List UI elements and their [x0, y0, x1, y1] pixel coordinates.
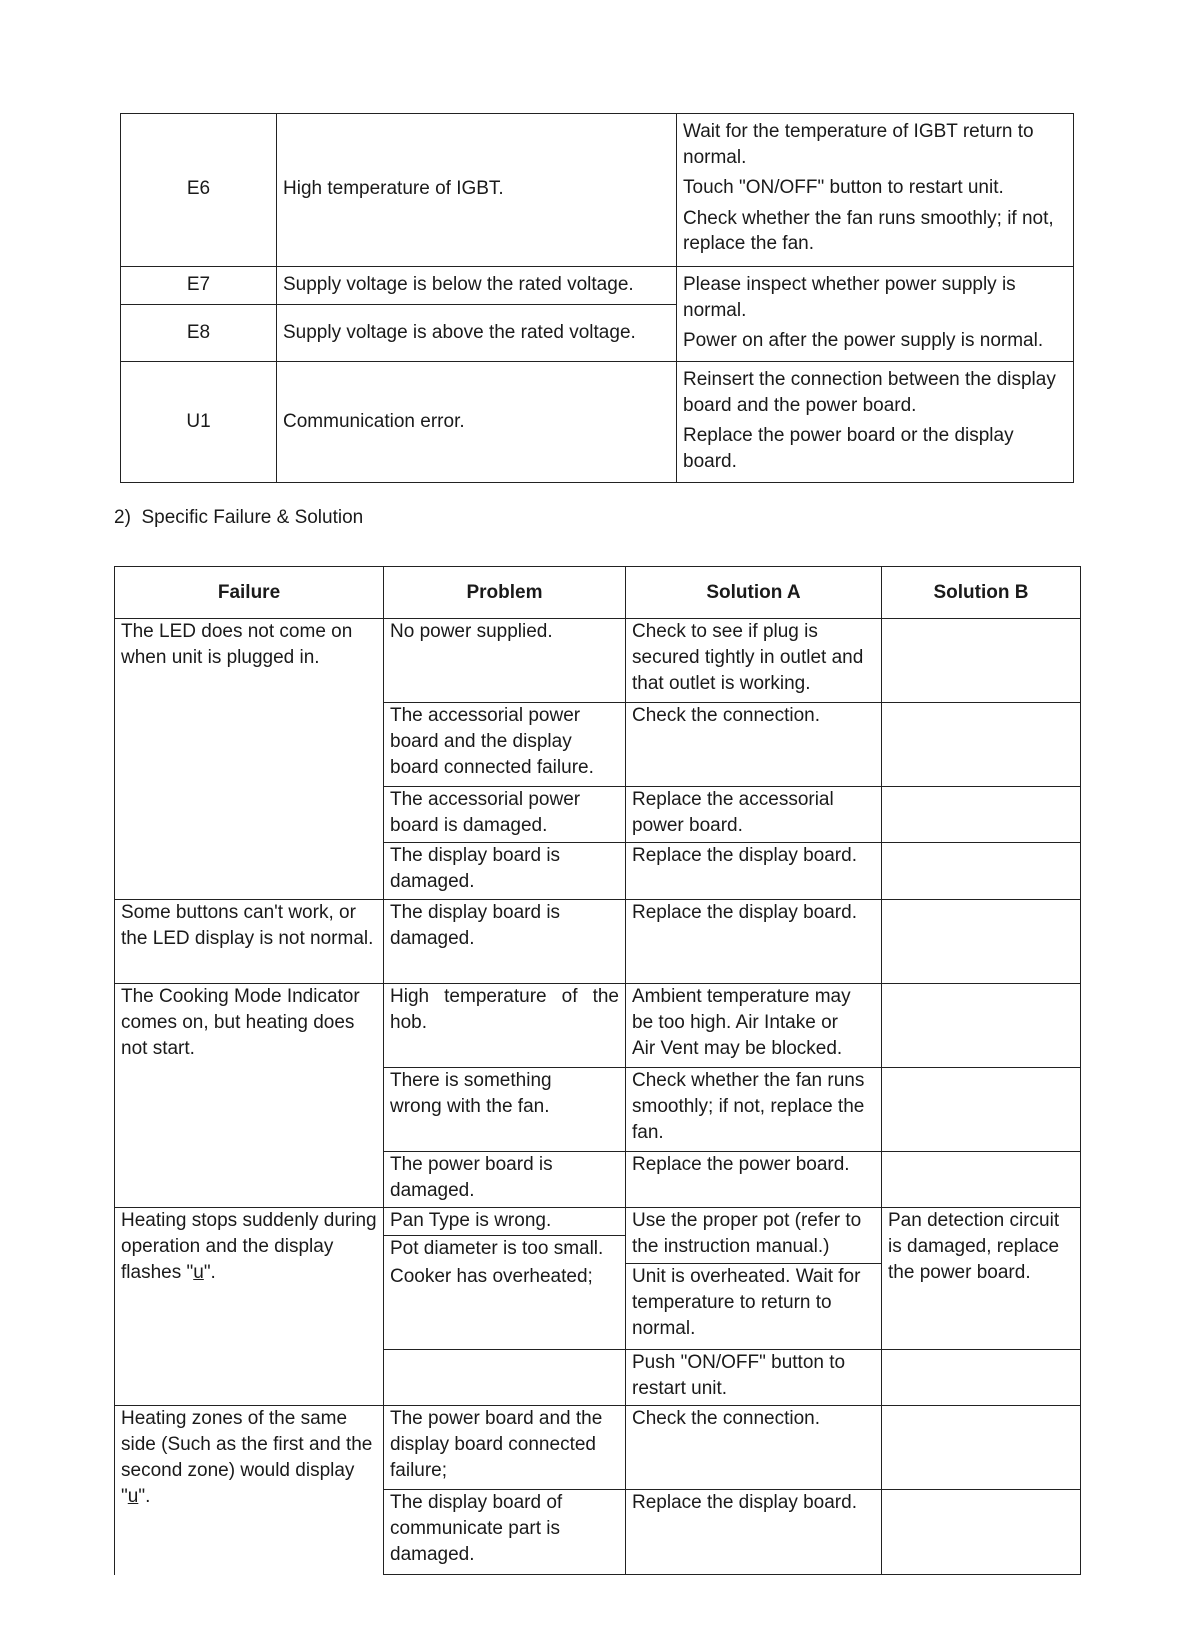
failure-cell: Heating zones of the same side (Such as the first and the second zone) would display "u".	[121, 1408, 373, 1507]
solution-a-cell: Check to see if plug is secured tightly in outlet and that outlet is working.	[632, 621, 864, 694]
solution-a-cell: Replace the power board.	[632, 1154, 850, 1175]
failure-cell: Heating stops suddenly during operation and the display flashes "u".	[121, 1210, 377, 1283]
solution-line: Touch "ON/OFF" button to restart unit.	[683, 177, 1004, 198]
solution-a-cell: Push "ON/OFF" button to restart unit.	[632, 1352, 846, 1399]
problem-cell: The display board of communicate part is damaged.	[390, 1492, 563, 1565]
problem-cell: The power board and the display board connected failure;	[390, 1408, 603, 1481]
solution-line: Power on after the power supply is normal.	[683, 330, 1044, 351]
error-solution	[677, 367, 1073, 474]
problem-cell: The display board is damaged.	[390, 902, 561, 949]
solution-line: Check whether the fan runs smoothly; if not, replace the fan.	[683, 207, 1054, 254]
problem-cell: There is something wrong with the fan.	[390, 1070, 552, 1117]
error-code: U1	[186, 411, 211, 432]
problem-cell: Pot diameter is too small.	[390, 1238, 604, 1259]
problem-cell: The accessorial power board is damaged.	[390, 789, 581, 836]
solution-a-text: Check whether the fan runs smoothly; if not, replace the fan.	[632, 1070, 865, 1143]
solution-a-cell: Check the connection.	[632, 1408, 821, 1429]
solution-a-cell: Check the connection.	[632, 705, 821, 726]
section-title: 2) Specific Failure & Solution	[114, 507, 364, 528]
solution-line: Wait for the temperature of IGBT return to normal.	[683, 121, 1034, 168]
error-code: E8	[186, 322, 211, 343]
solution-line: Reinsert the connection between the display board and the power board.	[683, 369, 1056, 416]
problem-cell: No power supplied.	[390, 621, 553, 642]
failure-cell: Some buttons can't work, or the LED display is not normal.	[121, 902, 374, 949]
solution-a-cell: Ambient temperature may be too high. Air Intake or Air Vent may be blocked.	[632, 986, 851, 1059]
error-cause: High temperature of IGBT.	[283, 178, 504, 199]
error-cause: Communication error.	[283, 411, 465, 432]
solution-line: Replace the power board or the display board.	[683, 425, 1014, 472]
error-code: E7	[186, 274, 211, 295]
failure-cell: The LED does not come on when unit is plugged in.	[121, 621, 353, 668]
solution-a-cell: Replace the display board.	[632, 1492, 857, 1513]
solution-a-cell: Use the proper pot (refer to the instruction manual.)	[632, 1210, 862, 1257]
header-solution-a: Solution A	[706, 581, 801, 603]
solution-a-cell: Replace the accessorial power board.	[632, 789, 834, 836]
solution-a-cell	[626, 1068, 881, 1146]
solution-a-cell: Replace the display board.	[632, 845, 857, 866]
header-problem: Problem	[466, 581, 543, 603]
problem-cell: Cooker has overheated;	[390, 1266, 593, 1287]
header-solution-b: Solution B	[933, 581, 1029, 603]
solution-a-cell: Unit is overheated. Wait for temperature to return to normal.	[632, 1266, 861, 1339]
header-failure: Failure	[217, 581, 281, 603]
error-cause: Supply voltage is below the rated voltage.	[283, 274, 634, 295]
error-cause: Supply voltage is above the rated voltage.	[283, 322, 636, 343]
error-solution	[677, 272, 1073, 354]
problem-cell: The display board is damaged.	[390, 845, 561, 892]
problem-cell: The accessorial power board and the display board connected failure.	[390, 705, 594, 778]
failure-cell: The Cooking Mode Indicator comes on, but heating does not start.	[121, 986, 360, 1059]
solution-line: Please inspect whether power supply is normal.	[683, 274, 1016, 321]
solution-a-cell: Replace the display board.	[632, 902, 857, 923]
solution-b-cell: Pan detection circuit is damaged, replace the power board.	[888, 1210, 1060, 1283]
problem-cell: The power board is damaged.	[390, 1154, 553, 1201]
error-code: E6	[186, 178, 211, 199]
problem-cell: Pan Type is wrong.	[390, 1210, 552, 1231]
problem-cell: High temperature of the hob.	[390, 986, 619, 1033]
error-solution	[677, 119, 1073, 257]
